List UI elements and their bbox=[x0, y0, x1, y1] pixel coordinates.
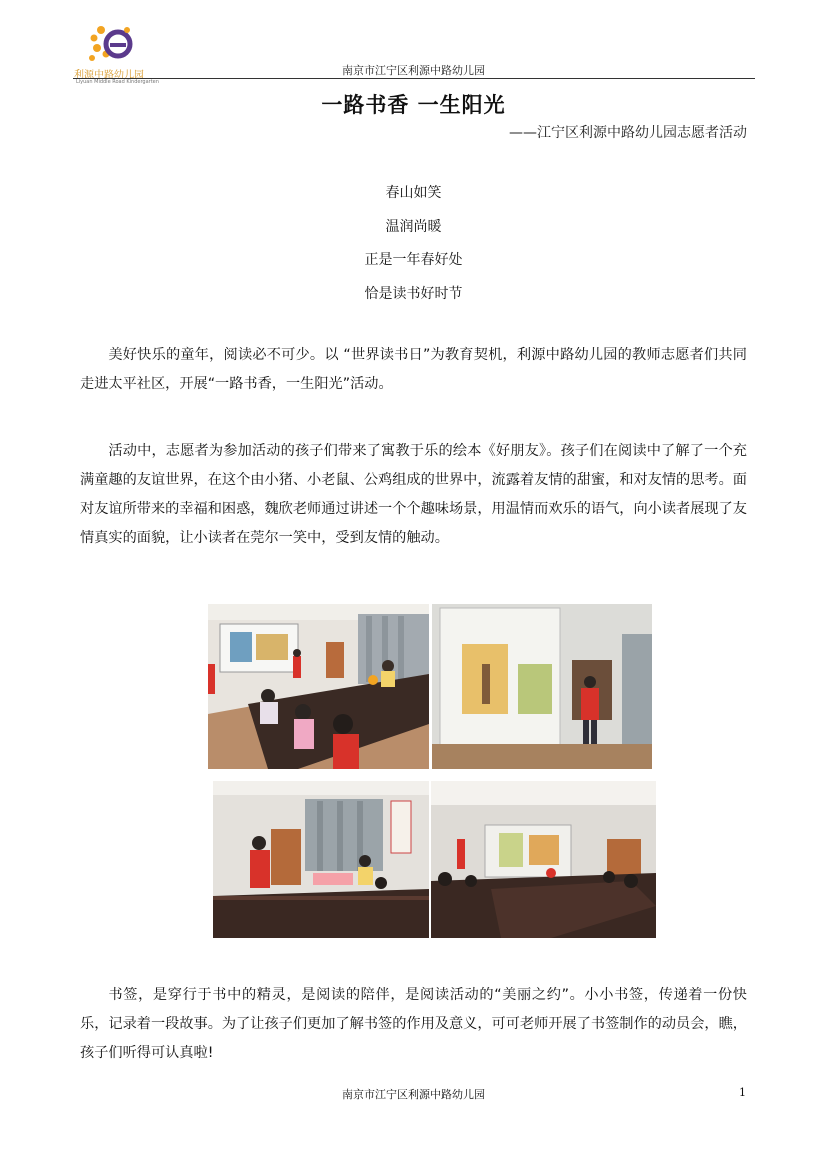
activity-photo-meeting-room bbox=[431, 781, 656, 938]
paragraph-bookmark: 书签，是穿行于书中的精灵，是阅读的陪伴，是阅读活动的“美丽之约”。小小书签，传递着一份快乐，记录着一段故事。为了让孩子们更加了解书签的作用及意义，可可老师开展了书签制作的动员会，瞧，孩子们听得可认真啦! bbox=[80, 987, 747, 1061]
page-number: 1 bbox=[739, 1086, 746, 1099]
header-divider bbox=[73, 78, 755, 79]
activity-photo-storytelling bbox=[432, 604, 652, 769]
poem-line: 正是一年春好处 bbox=[364, 252, 463, 268]
poem-line: 春山如笑 bbox=[385, 185, 442, 201]
activity-photo-classroom bbox=[208, 604, 429, 769]
page-title: 一路书香 一生阳光 bbox=[321, 93, 506, 117]
header-organization: 南京市江宁区利源中路幼儿园 bbox=[342, 64, 485, 77]
activity-photo-children bbox=[213, 781, 429, 938]
poem-line: 温润尚暖 bbox=[385, 218, 442, 235]
poem-line: 恰是读书好时节 bbox=[364, 285, 463, 302]
paragraph-activity: 活动中，志愿者为参加活动的孩子们带来了寓教于乐的绘本《好朋友》。孩子们在阅读中了解了一个充满童趣的友谊世界，在这个由小猪、小老鼠、公鸡组成的世界中，流露着友情的甜蜜，和对友情的思考。面对友谊所带来的幸福和困惑，魏欣老师通过讲述一个个趣味场景，用温情而欢乐的语气，向小读者展现了友情真实的面貌，让小读者在莞尔一笑中，受到友情的触动。 bbox=[80, 443, 747, 546]
page-subtitle: ——江宁区利源中路幼儿园志愿者活动 bbox=[509, 125, 747, 141]
footer-organization: 南京市江宁区利源中路幼儿园 bbox=[342, 1088, 485, 1101]
logo-name: 利源中路幼儿园 bbox=[74, 70, 144, 81]
paragraph-intro: 美好快乐的童年，阅读必不可少。以 “世界读书日”为教育契机，利源中路幼儿园的教师志愿者们共同走进太平社区，开展“一路书香，一生阳光”活动。 bbox=[80, 347, 747, 392]
logo-subtitle: Liyuan Middle Road Kindergarten bbox=[76, 79, 159, 85]
poem bbox=[0, 183, 827, 317]
